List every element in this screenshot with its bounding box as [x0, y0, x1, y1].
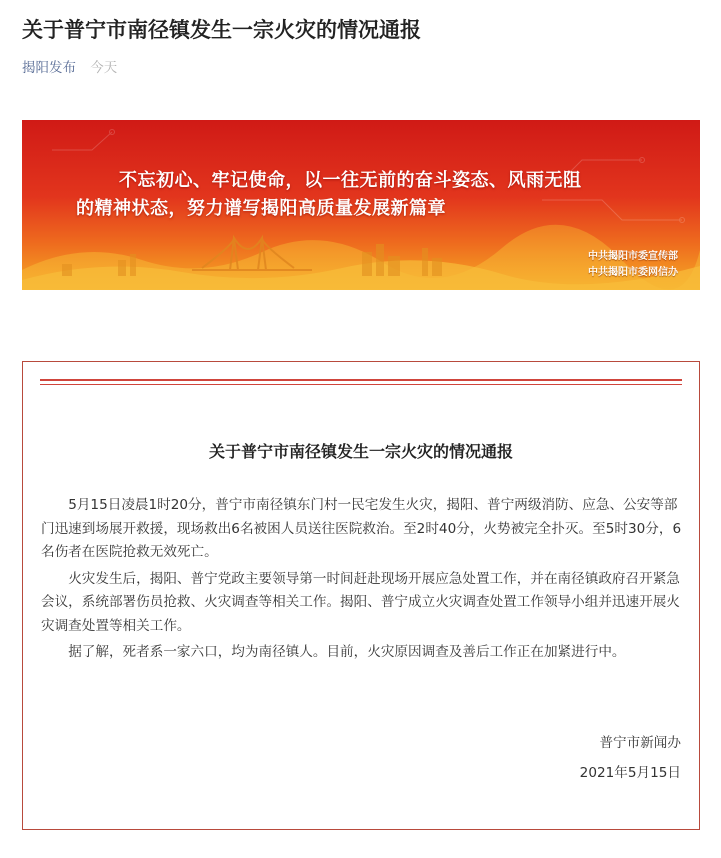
account-name-link[interactable]: 揭阳发布 [22, 60, 76, 76]
notice-title: 关于普宁市南径镇发生一宗火灾的情况通报 [208, 442, 513, 461]
notice-signature: 普宁市新闻办 [599, 735, 681, 751]
notice-paragraph: 据了解，死者系一家六口，均为南径镇人。目前，火灾原因调查及善后工作正在加紧进行中。 [68, 644, 626, 660]
banner-org-line1: 中共揭阳市委宣传部 [588, 251, 678, 262]
notice-box [22, 361, 700, 830]
notice-signature-date: 2021年5月15日 [579, 765, 681, 781]
notice-paragraph: 5月15日凌晨1时20分，普宁市南径镇东门村一民宅发生火灾，揭阳、普宁两级消防、应急、公安等部门迅速到场展开救援，现场救出6名被困人员送往医院救治。至2时40分，火势被完全扑灭。至5时30分，6名伤者在医院抢救无效死亡。 [41, 497, 682, 560]
banner-slogan-line1: 不忘初心、牢记使命，以一往无前的奋斗姿态、风雨无阻 [119, 170, 582, 191]
publish-date: 今天 [90, 60, 118, 76]
slogan-banner [22, 120, 700, 290]
article-title: 关于普宁市南径镇发生一宗火灾的情况通报 [22, 18, 421, 42]
banner-slogan-line2: 的精神状态，努力谱写揭阳高质量发展新篇章 [76, 198, 446, 219]
banner-org-line2: 中共揭阳市委网信办 [588, 267, 678, 278]
header-double-rule [40, 379, 682, 385]
notice-paragraph: 火灾发生后，揭阳、普宁党政主要领导第一时间赶赴现场开展应急处置工作，并在南径镇政府召开紧急会议，系统部署伤员抢救、火灾调查等相关工作。揭阳、普宁成立火灾调查处置工作领导小组并迅速开展火灾调查处置等相关工作。 [41, 570, 680, 634]
notice-body [41, 494, 683, 668]
article-meta [22, 58, 117, 78]
